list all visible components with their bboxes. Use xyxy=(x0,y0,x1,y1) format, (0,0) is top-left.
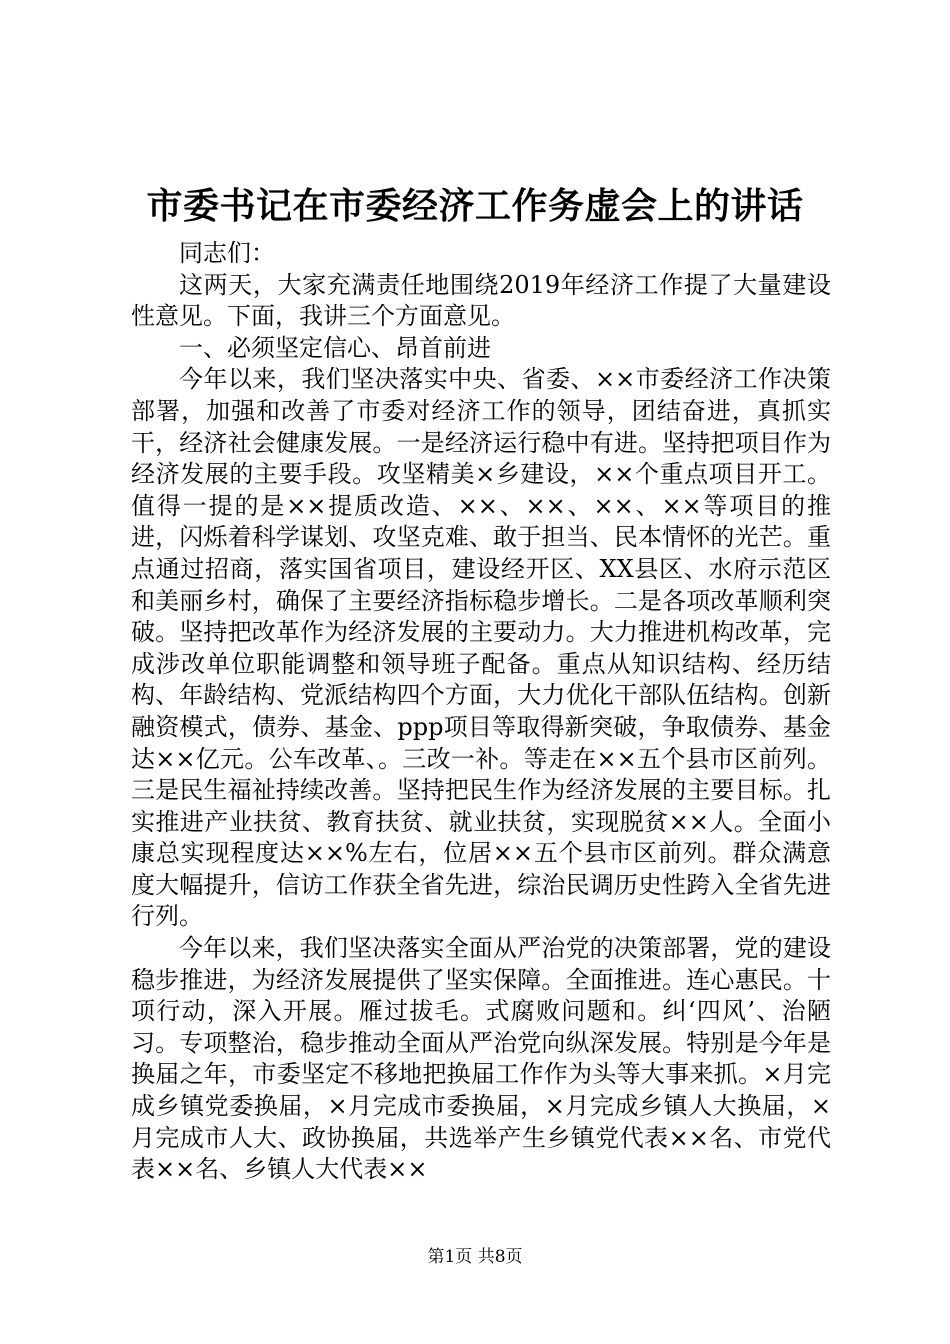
page-number-footer: 第1页 共8页 xyxy=(427,1247,523,1267)
section-heading: 一、必须坚定信心、昂首前进 xyxy=(179,333,491,362)
body-paragraph: 今年以来，我们坚决落实全面从严治党的决策部署，党的建设稳步推进，为经济发展提供了坚实保障。全面推进。连心惠民。十项行动，深入开展。雁过拔毛。式腐败问题和。纠‘四风’、治陋习。专项整治，稳步推动全面从严治党向纵深发展。特别是今年是换届之年，市委坚定不移地把换届工作作为头等大事来抓。×月完成乡镇党委换届，×月完成市委换届，×月完成乡镇人大换届，×月完成市人大、政协换届，共选举产生乡镇党代表××名、市党代表××名、乡镇人大代表×× xyxy=(131,934,831,1184)
intro-paragraph: 这两天，大家充满责任地围绕2019年经济工作提了大量建设性意见。下面，我讲三个方面意见。 xyxy=(131,270,831,331)
document-body xyxy=(131,238,831,1186)
body-paragraph: 今年以来，我们坚决落实中央、省委、××市委经济工作决策部署，加强和改善了市委对经济工作的领导，团结奋进，真抓实干，经济社会健康发展。一是经济运行稳中有进。坚持把项目作为经济发展的主要手段。攻坚精美×乡建设，××个重点项目开工。值得一提的是××提质改造、××、××、××、××等项目的推进，闪烁着科学谋划、攻坚克难、敢于担当、民本情怀的光芒。重点通过招商，落实国省项目，建设经开区、XX县区、水府示范区和美丽乡村，确保了主要经济指标稳步增长。二是各项改革顺利突破。坚持把改革作为经济发展的主要动力。大力推进机构改革，完成涉改单位职能调整和领导班子配备。重点从知识结构、经历结构、年龄结构、党派结构四个方面，大力优化干部队伍结构。创新融资模式，债券、基金、ppp项目等取得新突破，争取债券、基金达××亿元。公车改革、。三改一补。等走在××五个县市区前列。三是民生福祉持续改善。坚持把民生作为经济发展的主要目标。扎实推进产业扶贫、教育扶贫、就业扶贫，实现脱贫××人。全面小康总实现程度达××%左右，位居××五个县市区前列。群众满意度大幅提升，信访工作获全省先进，综治民调历史性跨入全省先进行列。 xyxy=(131,365,831,931)
document-title: 市委书记在市委经济工作务虚会上的讲话 xyxy=(146,185,804,227)
salutation: 同志们： xyxy=(179,239,275,267)
